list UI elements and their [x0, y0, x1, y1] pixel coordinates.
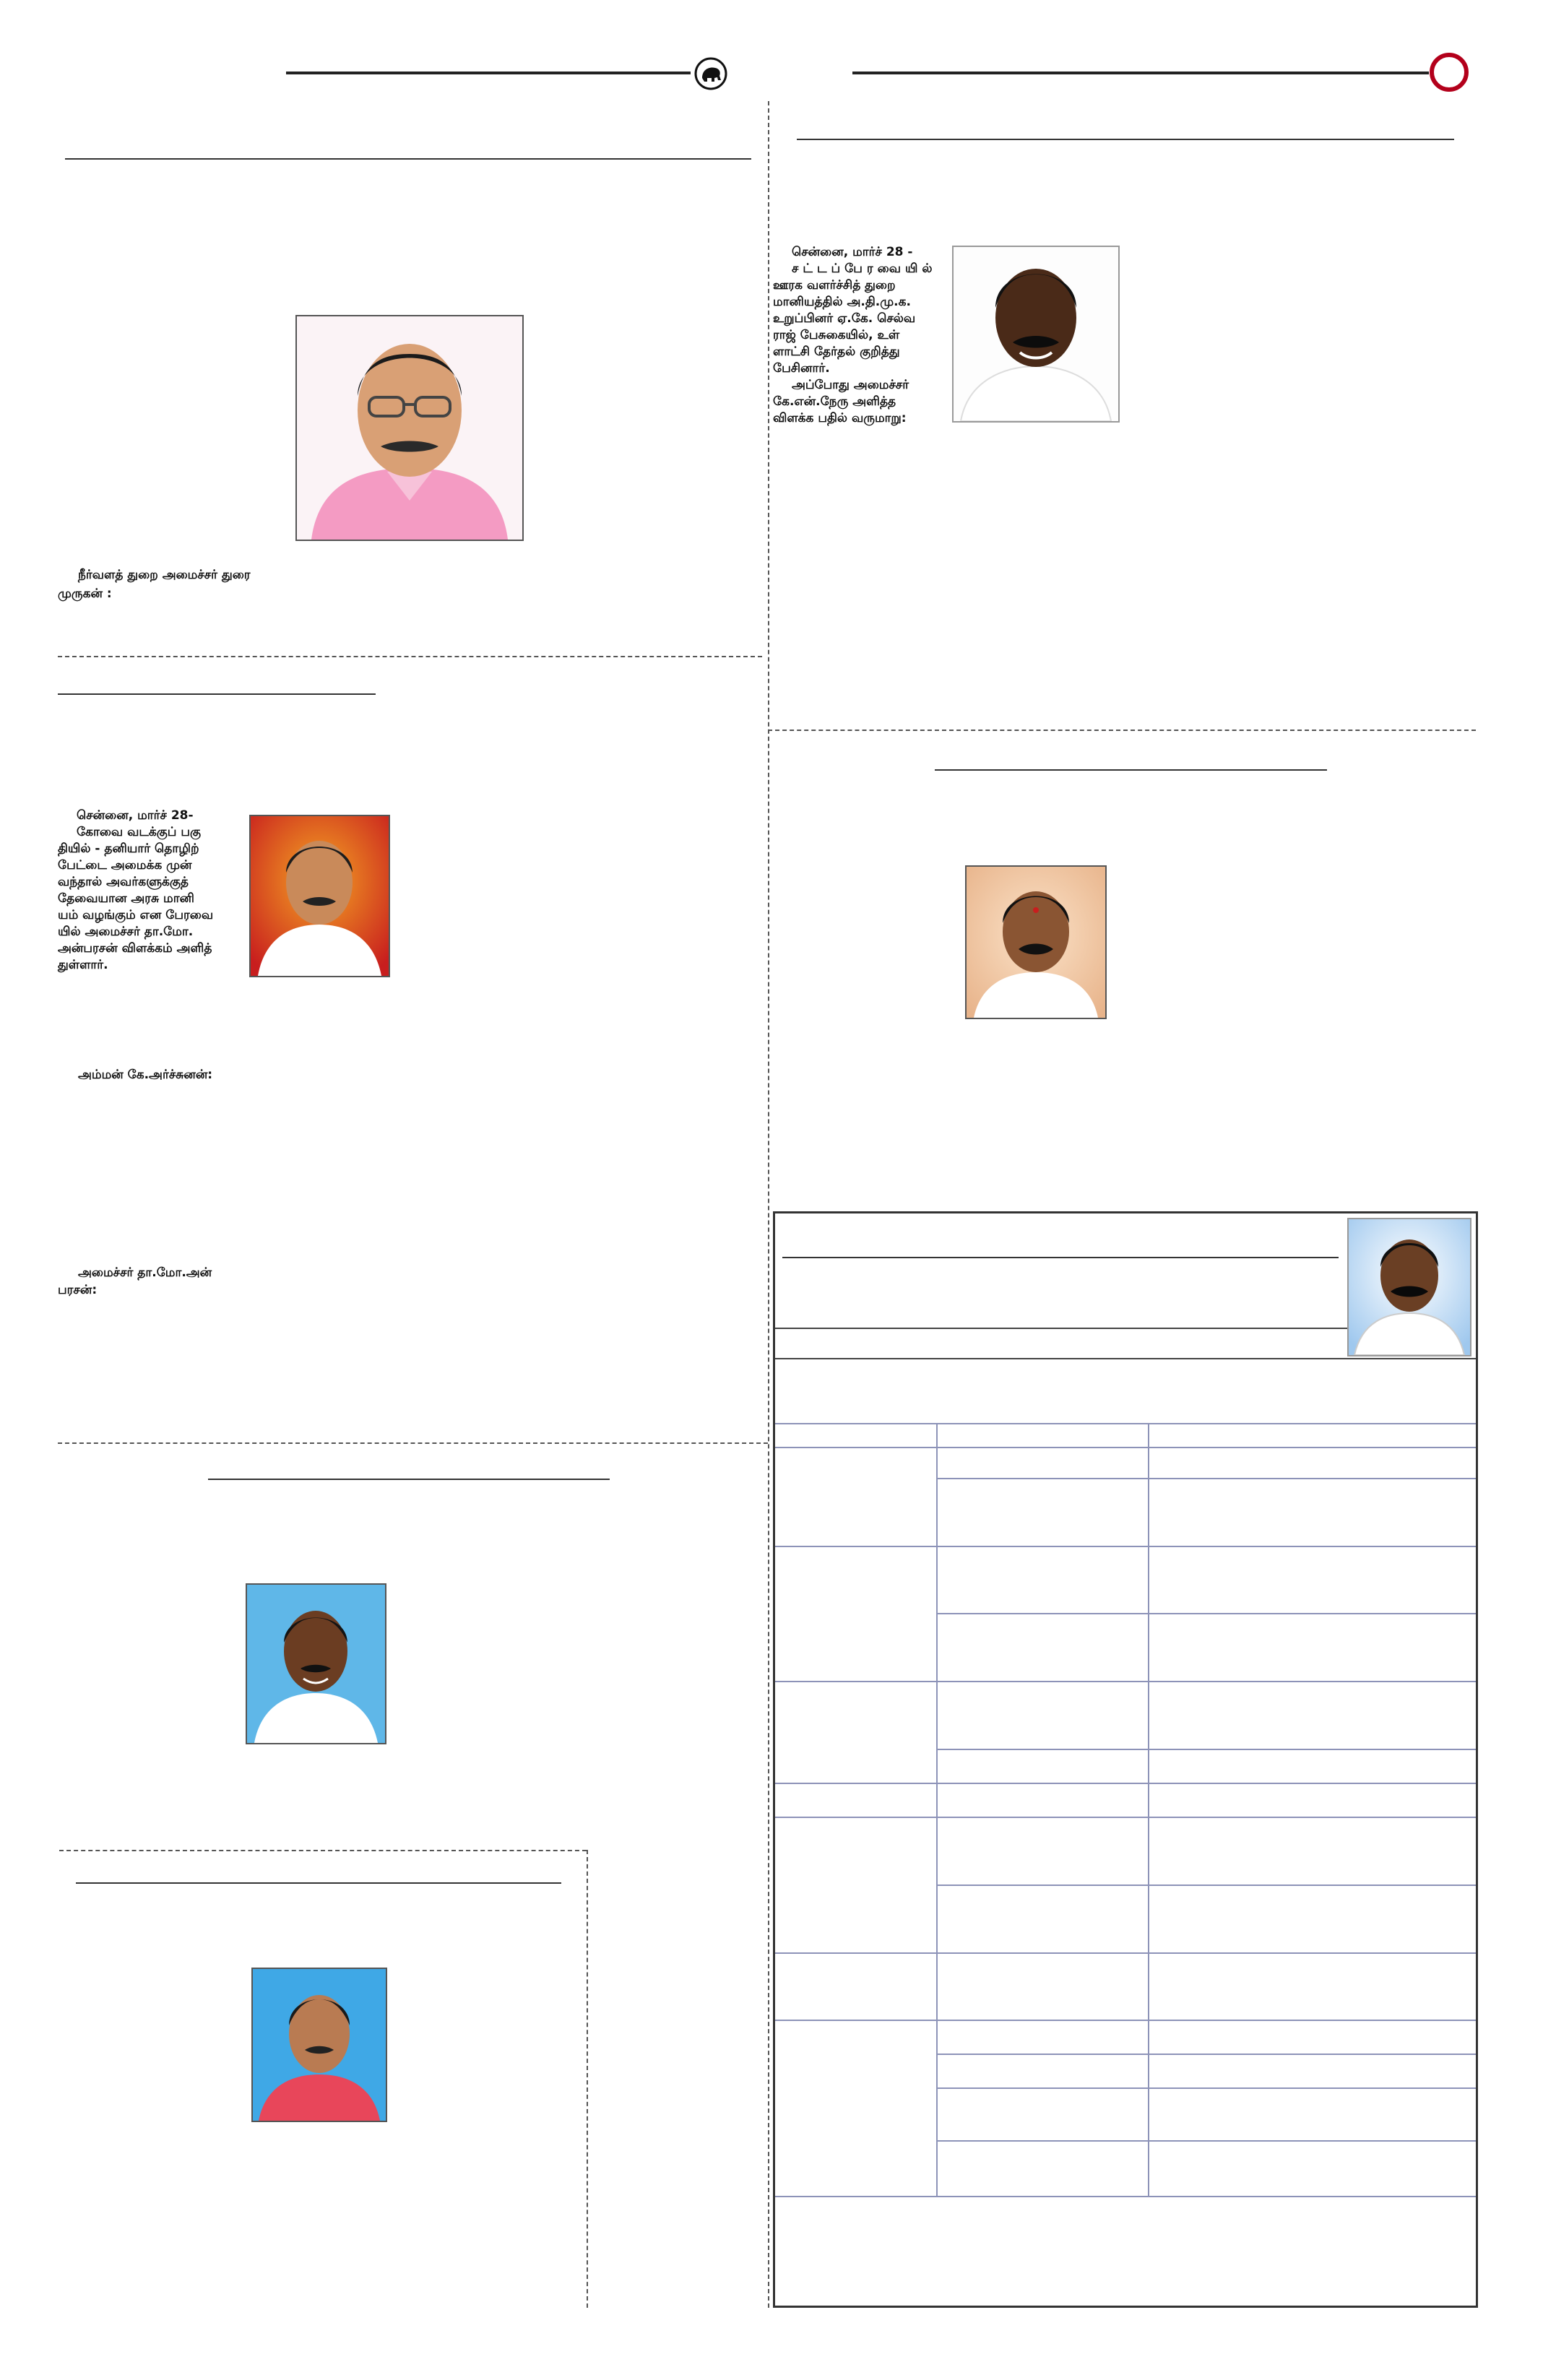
text-line: அப்போது அமைச்சர்	[792, 378, 909, 392]
text-line: கோவை வடக்குப் பகு	[77, 825, 202, 839]
article-headline-rule	[58, 693, 376, 695]
table-col-divider	[936, 1424, 938, 2196]
member-photo	[965, 865, 1107, 1019]
article-headline-rule	[208, 1479, 610, 1480]
text-line: யம் வழங்கும் என பேரவை	[58, 908, 214, 922]
dateline: சென்னை, மார்ச் 28 -	[792, 245, 913, 259]
duraimurugan-photo	[295, 315, 524, 541]
masthead-rule-right	[852, 72, 1429, 74]
text-line: தேவையான அரசு மானி	[58, 891, 194, 906]
member-photo	[246, 1583, 386, 1744]
text-line: பேட்டை அமைக்க முன்	[58, 858, 192, 873]
elephant-emblem-icon	[693, 56, 728, 91]
table-row-rule	[775, 1447, 1476, 1448]
article-headline-rule	[797, 139, 1454, 140]
table-header-rule	[775, 1423, 1476, 1424]
minister-photo	[1347, 1218, 1471, 1356]
table-row-rule	[775, 1817, 1476, 1818]
table-col-divider	[1148, 1424, 1149, 2196]
article-separator	[58, 656, 762, 657]
text-line: உறுப்பினர் ஏ.கே. செல்வ	[773, 311, 916, 326]
table-row-rule	[936, 2140, 1476, 2142]
column-divider	[768, 101, 769, 2308]
member-photo	[251, 1968, 387, 2122]
text-line: விளக்க பதில் வருமாறு:	[773, 411, 907, 425]
dateline: சென்னை, மார்ச் 28-	[77, 808, 194, 823]
table-row-rule	[775, 1681, 1476, 1682]
text-line: வந்தால் அவர்களுக்குத்	[58, 875, 189, 889]
table-row-rule	[936, 1884, 1476, 1886]
text-line: சட்டப்பேரவையில்	[792, 261, 937, 276]
speaker-label: அம்மன் கே.அர்ச்சுனன்:	[78, 1068, 213, 1082]
red-circle-icon	[1429, 52, 1469, 92]
article-headline-rule	[935, 769, 1327, 771]
text-line: கே.என்.நேரு அளித்த	[773, 394, 896, 409]
text-line: தியில் - தனியார் தொழிற்	[58, 841, 199, 856]
masthead-rule-left	[286, 72, 691, 74]
table-row-rule	[936, 1613, 1476, 1614]
anbarasan-article-text	[58, 808, 225, 974]
text-line: துள்ளார்.	[58, 958, 108, 972]
table-row-rule	[775, 1952, 1476, 1954]
speaker-label-cont: முருகன் :	[58, 587, 112, 601]
table-rule	[775, 1328, 1347, 1329]
text-line: யில் அமைச்சர் தா.மோ.	[58, 925, 194, 939]
table-row-rule	[936, 2054, 1476, 2055]
table-box	[773, 1211, 1478, 2308]
speaker-label: அமைச்சர் தா.மோ.அன்	[78, 1265, 212, 1280]
table-row-rule	[936, 2087, 1476, 2089]
article-headline-rule	[76, 1882, 561, 1884]
table-row-rule	[936, 1749, 1476, 1750]
text-line: ஊரக வளர்ச்சித் துறை	[773, 278, 896, 293]
speaker-label-cont: பரசன்:	[58, 1283, 98, 1297]
speaker-label: நீர்வளத் துறை அமைச்சர் துரை	[78, 568, 251, 582]
article-separator	[768, 730, 1476, 731]
box-right-border	[587, 1850, 588, 2308]
table-row-rule	[775, 1546, 1476, 1547]
anbarasan-photo	[249, 815, 390, 977]
text-line: பேசினார்.	[773, 361, 830, 376]
selvaraj-photo	[952, 246, 1120, 423]
text-line: மானியத்தில் அ.தி.மு.க.	[773, 295, 911, 309]
text-line: ளாட்சி தேர்தல் குறித்து	[773, 345, 900, 359]
table-row-rule	[936, 1478, 1476, 1479]
table-row-rule	[775, 2020, 1476, 2021]
box-top-border	[59, 1850, 587, 1851]
table-bottom-rule	[775, 2196, 1476, 2197]
article-headline-rule	[65, 158, 751, 160]
text-line: ராஜ் பேசுகையில், உள்	[773, 328, 900, 342]
table-row-rule	[775, 1783, 1476, 1784]
article-separator	[58, 1442, 768, 1444]
table-rule	[775, 1358, 1476, 1359]
table-headline-rule	[782, 1257, 1339, 1258]
text-line: அன்பரசன் விளக்கம் அளித்	[58, 941, 212, 956]
selvaraj-article-text	[773, 244, 941, 427]
